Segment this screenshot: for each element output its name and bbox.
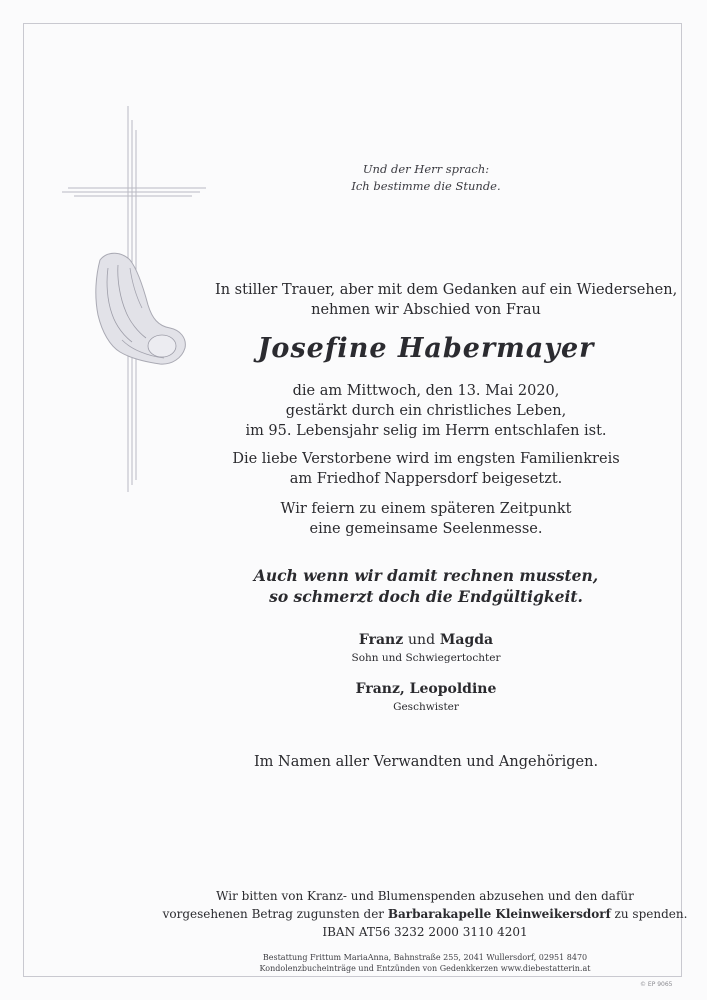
beneficiary-name: Barbarakapelle Kleinweikersdorf (387, 907, 611, 921)
details-line: gestärkt durch ein christliches Leben, (285, 403, 567, 419)
quote-line: so schmerzt doch die Endgültigkeit. (269, 587, 583, 606)
iban: IBAN AT56 3232 2000 3110 4201 (322, 925, 528, 939)
details-line: im 95. Lebensjahr selig im Herrn entschlafen ist. (245, 423, 607, 439)
intro-line: nehmen wir Abschied von Frau (311, 302, 541, 318)
burial-line: Die liebe Verstorbene wird im engsten Familienkreis (232, 451, 620, 467)
death-details (215, 381, 637, 441)
scripture-motto (215, 161, 637, 195)
motto-line: Ich bestimme die Stunde. (351, 179, 501, 193)
imprint-line: Bestattung Frittum MariaAnna, Bahnstraße 255, 2041 Wullersdorf, 02951 8470 (262, 953, 588, 962)
mass-line: Wir feiern zu einem späteren Zeitpunkt (280, 501, 572, 517)
mass-line: eine gemeinsame Seelenmesse. (309, 521, 543, 537)
burial-line: am Friedhof Nappersdorf beigesetzt. (289, 471, 563, 487)
intro-text (215, 280, 678, 320)
print-code: © EP 9065 (640, 981, 673, 988)
family-name: Franz (358, 632, 404, 648)
motto-line: Und der Herr sprach: (362, 162, 490, 176)
request-text: vorgesehenen Betrag zugunsten der (162, 907, 388, 921)
details-line: die am Mittwoch, den 13. Mai 2020, (292, 383, 560, 399)
mass-notice (215, 499, 637, 539)
request-line: Wir bitten von Kranz- und Blumenspenden abzusehen und den dafür (216, 889, 634, 903)
donation-request (130, 887, 707, 941)
deceased-name: Josefine Habermayer (257, 333, 595, 364)
family-relation: Geschwister (393, 701, 459, 713)
funeral-home-imprint (160, 952, 690, 974)
family-names: Franz, Leopoldine (355, 681, 497, 697)
family-relation: Sohn und Schwiegertochter (351, 652, 501, 664)
quote-line: Auch wenn wir damit rechnen mussten, (253, 566, 599, 585)
family-name: Magda (439, 632, 494, 648)
praying-hands-icon (96, 253, 186, 364)
closing-line: Im Namen aller Verwandten und Angehörigen. (253, 754, 599, 770)
request-text: zu spenden. (610, 907, 688, 921)
burial-notice (215, 449, 637, 489)
imprint-line: Kondolenzbucheinträge und Entzünden von Gedenkkerzen www.diebestatterin.at (259, 964, 591, 973)
cross-icon (60, 100, 210, 500)
family-joiner: und (408, 632, 436, 648)
request-line (130, 905, 707, 923)
memorial-quote (215, 565, 637, 607)
family-names (215, 631, 637, 649)
intro-line: In stiller Trauer, aber mit dem Gedanken auf ein Wiedersehen, (215, 282, 678, 298)
